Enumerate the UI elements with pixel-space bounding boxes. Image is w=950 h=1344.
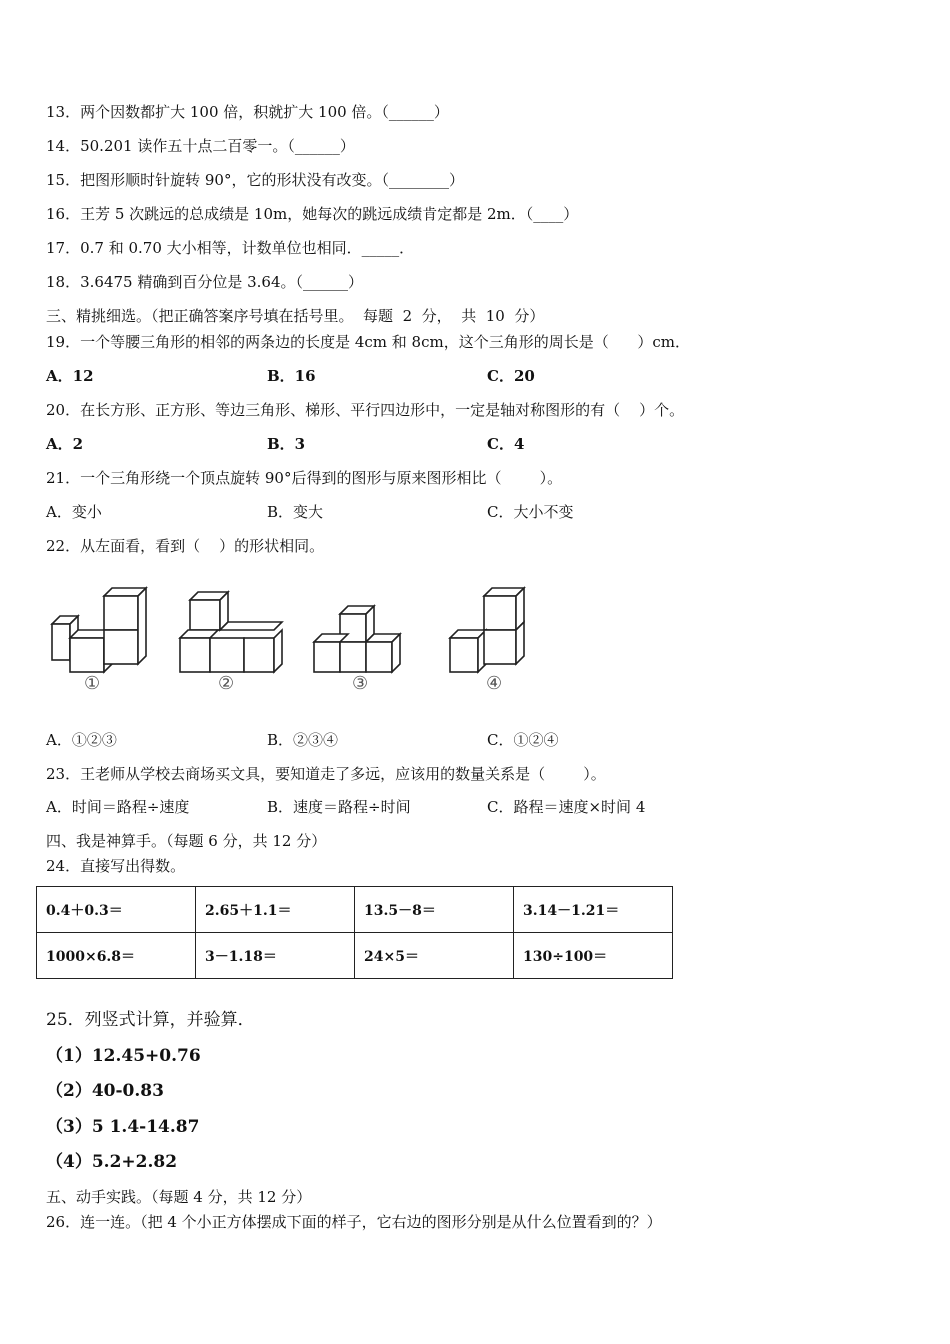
table-cell: 2.65＋1.1＝ — [196, 887, 355, 933]
q20-option-a: A．2 — [46, 435, 84, 453]
question-25-part-2: （2）40-0.83 — [46, 1081, 164, 1101]
q21-option-a: A．变小 — [46, 503, 102, 521]
q19-option-a: A．12 — [46, 367, 94, 385]
cube-figure-1 — [52, 588, 146, 672]
q23-option-a: A．时间＝路程÷速度 — [46, 798, 190, 816]
q23-option-c: C．路程＝速度×时间 4 — [487, 798, 646, 816]
table-cell: 3－1.18＝ — [196, 933, 355, 979]
q20-option-b: B．3 — [267, 435, 306, 453]
table-cell: 3.14－1.21＝ — [514, 887, 673, 933]
question-25-part-3: （3）5 1.4-14.87 — [46, 1117, 200, 1137]
question-25-part-1: （1）12.45+0.76 — [46, 1046, 201, 1066]
question-15: 15．把图形顺时针旋转 90°，它的形状没有改变。（________） — [46, 171, 464, 189]
question-20: 20．在长方形、正方形、等边三角形、梯形、平行四边形中，一定是轴对称图形的有（ ）个。 — [46, 401, 685, 419]
question-16: 16．王芳 5 次跳远的总成绩是 10m，她每次的跳远成绩肯定都是 2m．（____） — [46, 205, 579, 223]
q20-option-c: C．4 — [487, 435, 525, 453]
table-cell: 24×5＝ — [355, 933, 514, 979]
question-17: 17．0.7 和 0.70 大小相等，计数单位也相同．_____． — [46, 239, 415, 257]
table-cell: 130÷100＝ — [514, 933, 673, 979]
section-3-heading: 三、精挑细选。（把正确答案序号填在括号里。 每题 2 分， 共 10 分） — [46, 307, 545, 325]
q22-option-a: A．①②③ — [46, 731, 117, 749]
question-18: 18．3.6475 精确到百分位是 3.64。（______） — [46, 273, 364, 291]
question-24: 24．直接写出得数。 — [46, 857, 186, 875]
q19-option-b: B．16 — [267, 367, 316, 385]
q21-option-b: B．变大 — [267, 503, 324, 521]
q22-option-c: C．①②④ — [487, 731, 559, 749]
question-26: 26．连一连。（把 4 个小正方体摆成下面的样子，它右边的图形分别是从什么位置看到的？） — [46, 1213, 662, 1231]
calc-table — [36, 886, 673, 979]
table-cell: 0.4＋0.3＝ — [37, 887, 196, 933]
cube-figure-4 — [450, 588, 524, 672]
table-row — [37, 887, 673, 933]
q22-option-b: B．②③④ — [267, 731, 339, 749]
figure-label-3: ③ — [352, 673, 369, 694]
section-4-heading: 四、我是神算手。（每题 6 分，共 12 分） — [46, 832, 327, 850]
q21-option-c: C．大小不变 — [487, 503, 574, 521]
cube-figure-2 — [180, 592, 282, 672]
cube-figures — [40, 580, 540, 700]
table-cell: 1000×6.8＝ — [37, 933, 196, 979]
question-21: 21．一个三角形绕一个顶点旋转 90°后得到的图形与原来图形相比（ ）。 — [46, 469, 563, 487]
section-5-heading: 五、动手实践。（每题 4 分，共 12 分） — [46, 1188, 312, 1206]
question-19: 19．一个等腰三角形的相邻的两条边的长度是 4cm 和 8cm，这个三角形的周长是（ ）cm． — [46, 333, 690, 351]
question-22: 22．从左面看，看到（ ）的形状相同。 — [46, 537, 325, 555]
question-25-part-4: （4）5.2+2.82 — [46, 1152, 178, 1172]
question-14: 14．50.201 读作五十点二百零一。（______） — [46, 137, 355, 155]
q23-option-b: B．速度＝路程÷时间 — [267, 798, 411, 816]
cube-figure-3 — [314, 606, 400, 672]
q19-option-c: C．20 — [487, 367, 535, 385]
question-23: 23．王老师从学校去商场买文具，要知道走了多远，应该用的数量关系是（ ）。 — [46, 765, 606, 783]
question-13: 13．两个因数都扩大 100 倍，积就扩大 100 倍。（______） — [46, 103, 449, 121]
figure-label-2: ② — [218, 673, 235, 694]
figure-label-1: ① — [84, 673, 101, 694]
figure-label-4: ④ — [486, 673, 503, 694]
table-cell: 13.5－8＝ — [355, 887, 514, 933]
question-25: 25．列竖式计算，并验算． — [46, 1010, 255, 1030]
table-row — [37, 933, 673, 979]
